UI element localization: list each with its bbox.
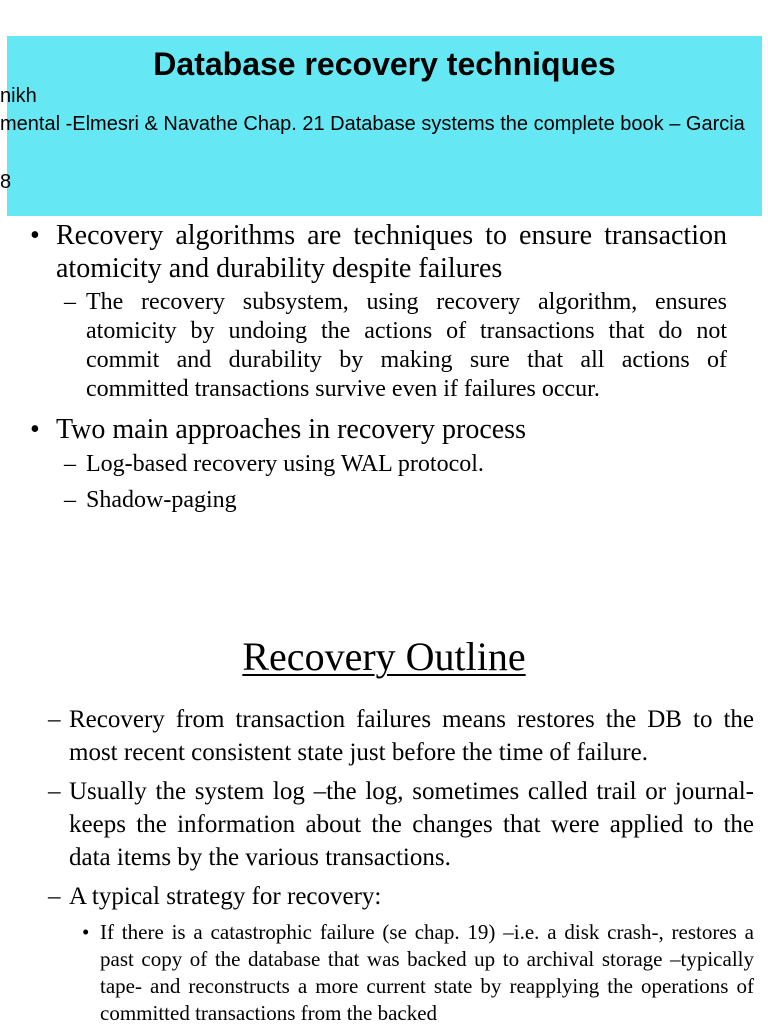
outline-list (48, 703, 754, 1027)
bullet-marker: • (30, 414, 40, 445)
outline-item (48, 775, 754, 874)
dash-marker: – (48, 883, 61, 910)
dash-marker: – (64, 451, 76, 477)
sub-bullet-text: Log-based recovery using WAL protocol. (86, 451, 484, 477)
dash-marker: – (48, 778, 61, 805)
slide1-bullet-list (30, 219, 727, 515)
outline-text: Recovery from transaction failures means restores the DB to the most recent consistent state just before the time of failure. (69, 706, 754, 766)
dash-marker: – (48, 706, 61, 733)
bullet-item (30, 413, 727, 446)
dash-marker: – (64, 289, 76, 315)
sub-bullet-item (30, 288, 727, 404)
title-banner (0, 36, 762, 216)
outline-text: A typical strategy for recovery: (69, 883, 382, 910)
bullet-item (30, 219, 727, 285)
outline-item (48, 880, 754, 913)
sub-bullet-item (30, 486, 727, 515)
section-title: Recovery Outline (242, 634, 526, 679)
author-line: nikh (0, 85, 37, 107)
page-title: Database recovery techniques (153, 46, 616, 82)
outline-item (48, 703, 754, 769)
sub-bullet-text: Shadow-paging (86, 487, 237, 513)
bullet-text: Two main approaches in recovery process (56, 414, 526, 445)
outline-subitem-text: If there is a catastrophic failure (se chap. 19) –i.e. a disk crash-, restores a past copy of the database that was backed up to archival storage –typically tape- and reconstructs a more current state by reapplying the operations of committed transactions from the backed (100, 920, 754, 1025)
bullet-marker: • (82, 920, 90, 944)
outline-subitem (48, 919, 754, 1027)
reference-line: mental -Elmesri & Navathe Chap. 21 Database systems the complete book – Garcia (0, 113, 745, 135)
reference-line-tail: 8 (0, 171, 12, 193)
dash-marker: – (64, 487, 76, 513)
sub-bullet-text: The recovery subsystem, using recovery algorithm, ensures atomicity by undoing the actions of transactions that do not commit and durability by making sure that all actions of committed transactions survive even if failures occur. (86, 289, 727, 402)
outline-text: Usually the system log –the log, sometimes called trail or journal- keeps the information about the changes that were applied to the data items by the various transactions. (69, 778, 754, 871)
bullet-marker: • (30, 220, 40, 251)
bullet-text: Recovery algorithms are techniques to ensure transaction atomicity and durability despite failures (56, 220, 727, 284)
sub-bullet-item (30, 450, 727, 479)
